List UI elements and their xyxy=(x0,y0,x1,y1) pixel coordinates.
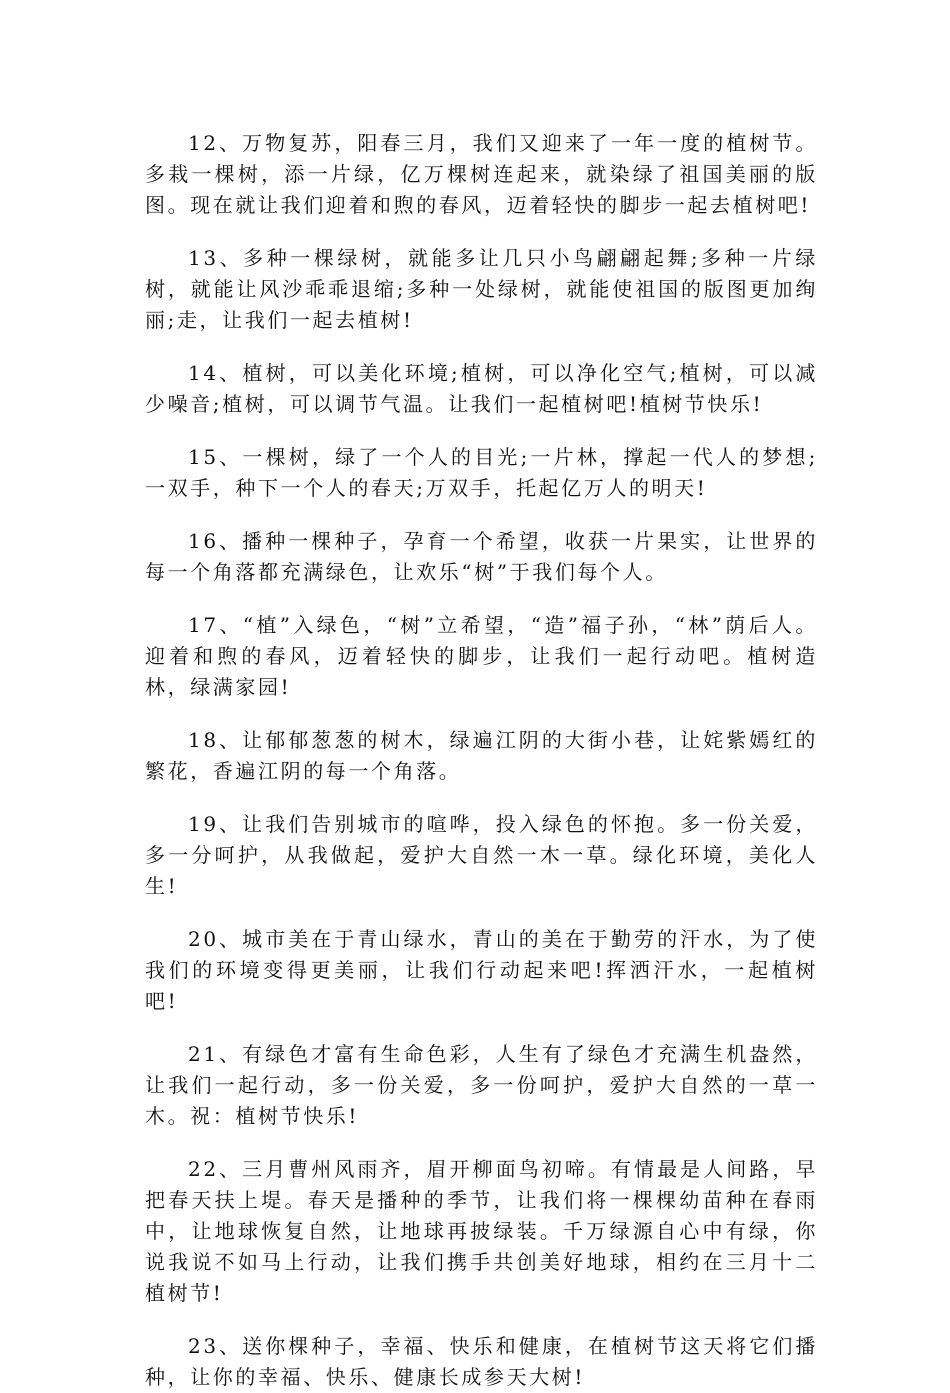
paragraph-21: 21、有绿色才富有生命色彩，人生有了绿色才充满生机盎然，让我们一起行动，多一份关爱，多一份呵护，爱护大自然的一草一木。祝：植树节快乐! xyxy=(145,1042,818,1128)
paragraph-17: 17、“植”入绿色，“树”立希望，“造”福子孙，“林”荫后人。迎着和煦的春风，迈着轻快的脚步，让我们一起行动吧。植树造林，绿满家园! xyxy=(145,613,818,699)
paragraph-23: 23、送你棵种子，幸福、快乐和健康，在植树节这天将它们播种，让你的幸福、快乐、健康长成参天大树! xyxy=(145,1334,818,1389)
paragraph-20: 20、城市美在于青山绿水，青山的美在于勤劳的汗水，为了使我们的环境变得更美丽，让我们行动起来吧!挥洒汗水，一起植树吧! xyxy=(145,927,818,1013)
paragraph-19: 19、让我们告别城市的喧哗，投入绿色的怀抱。多一份关爱，多一分呵护，从我做起，爱护大自然一木一草。绿化环境，美化人生! xyxy=(145,812,818,898)
paragraph-18: 18、让郁郁葱葱的树木，绿遍江阴的大街小巷，让姹紫嫣红的繁花，香遍江阴的每一个角落。 xyxy=(145,728,818,783)
paragraph-13: 13、多种一棵绿树，就能多让几只小鸟翩翩起舞;多种一片绿树，就能让风沙乖乖退缩;多种一处绿树，就能使祖国的版图更加绚丽;走，让我们一起去植树! xyxy=(145,246,818,332)
paragraph-14: 14、植树，可以美化环境;植树，可以净化空气;植树，可以减少噪音;植树，可以调节气温。让我们一起植树吧!植树节快乐! xyxy=(145,361,818,416)
paragraph-12: 12、万物复苏，阳春三月，我们又迎来了一年一度的植树节。多栽一棵树，添一片绿，亿万棵树连起来，就染绿了祖国美丽的版图。现在就让我们迎着和煦的春风，迈着轻快的脚步一起去植树吧! xyxy=(145,131,818,217)
paragraph-22: 22、三月曹州风雨齐，眉开柳面鸟初啼。有情最是人间路，早把春天扶上堤。春天是播种的季节，让我们将一棵棵幼苗种在春雨中，让地球恢复自然，让地球再披绿装。千万绿源自心中有绿，你说我说不如马上行动，让我们携手共创美好地球，相约在三月十二植树节! xyxy=(145,1157,818,1305)
paragraph-16: 16、播种一棵种子，孕育一个希望，收获一片果实，让世界的每一个角落都充满绿色，让欢乐“树”于我们每个人。 xyxy=(145,529,818,584)
paragraph-15: 15、一棵树，绿了一个人的目光;一片林，撑起一代人的梦想;一双手，种下一个人的春天;万双手，托起亿万人的明天! xyxy=(145,445,818,500)
